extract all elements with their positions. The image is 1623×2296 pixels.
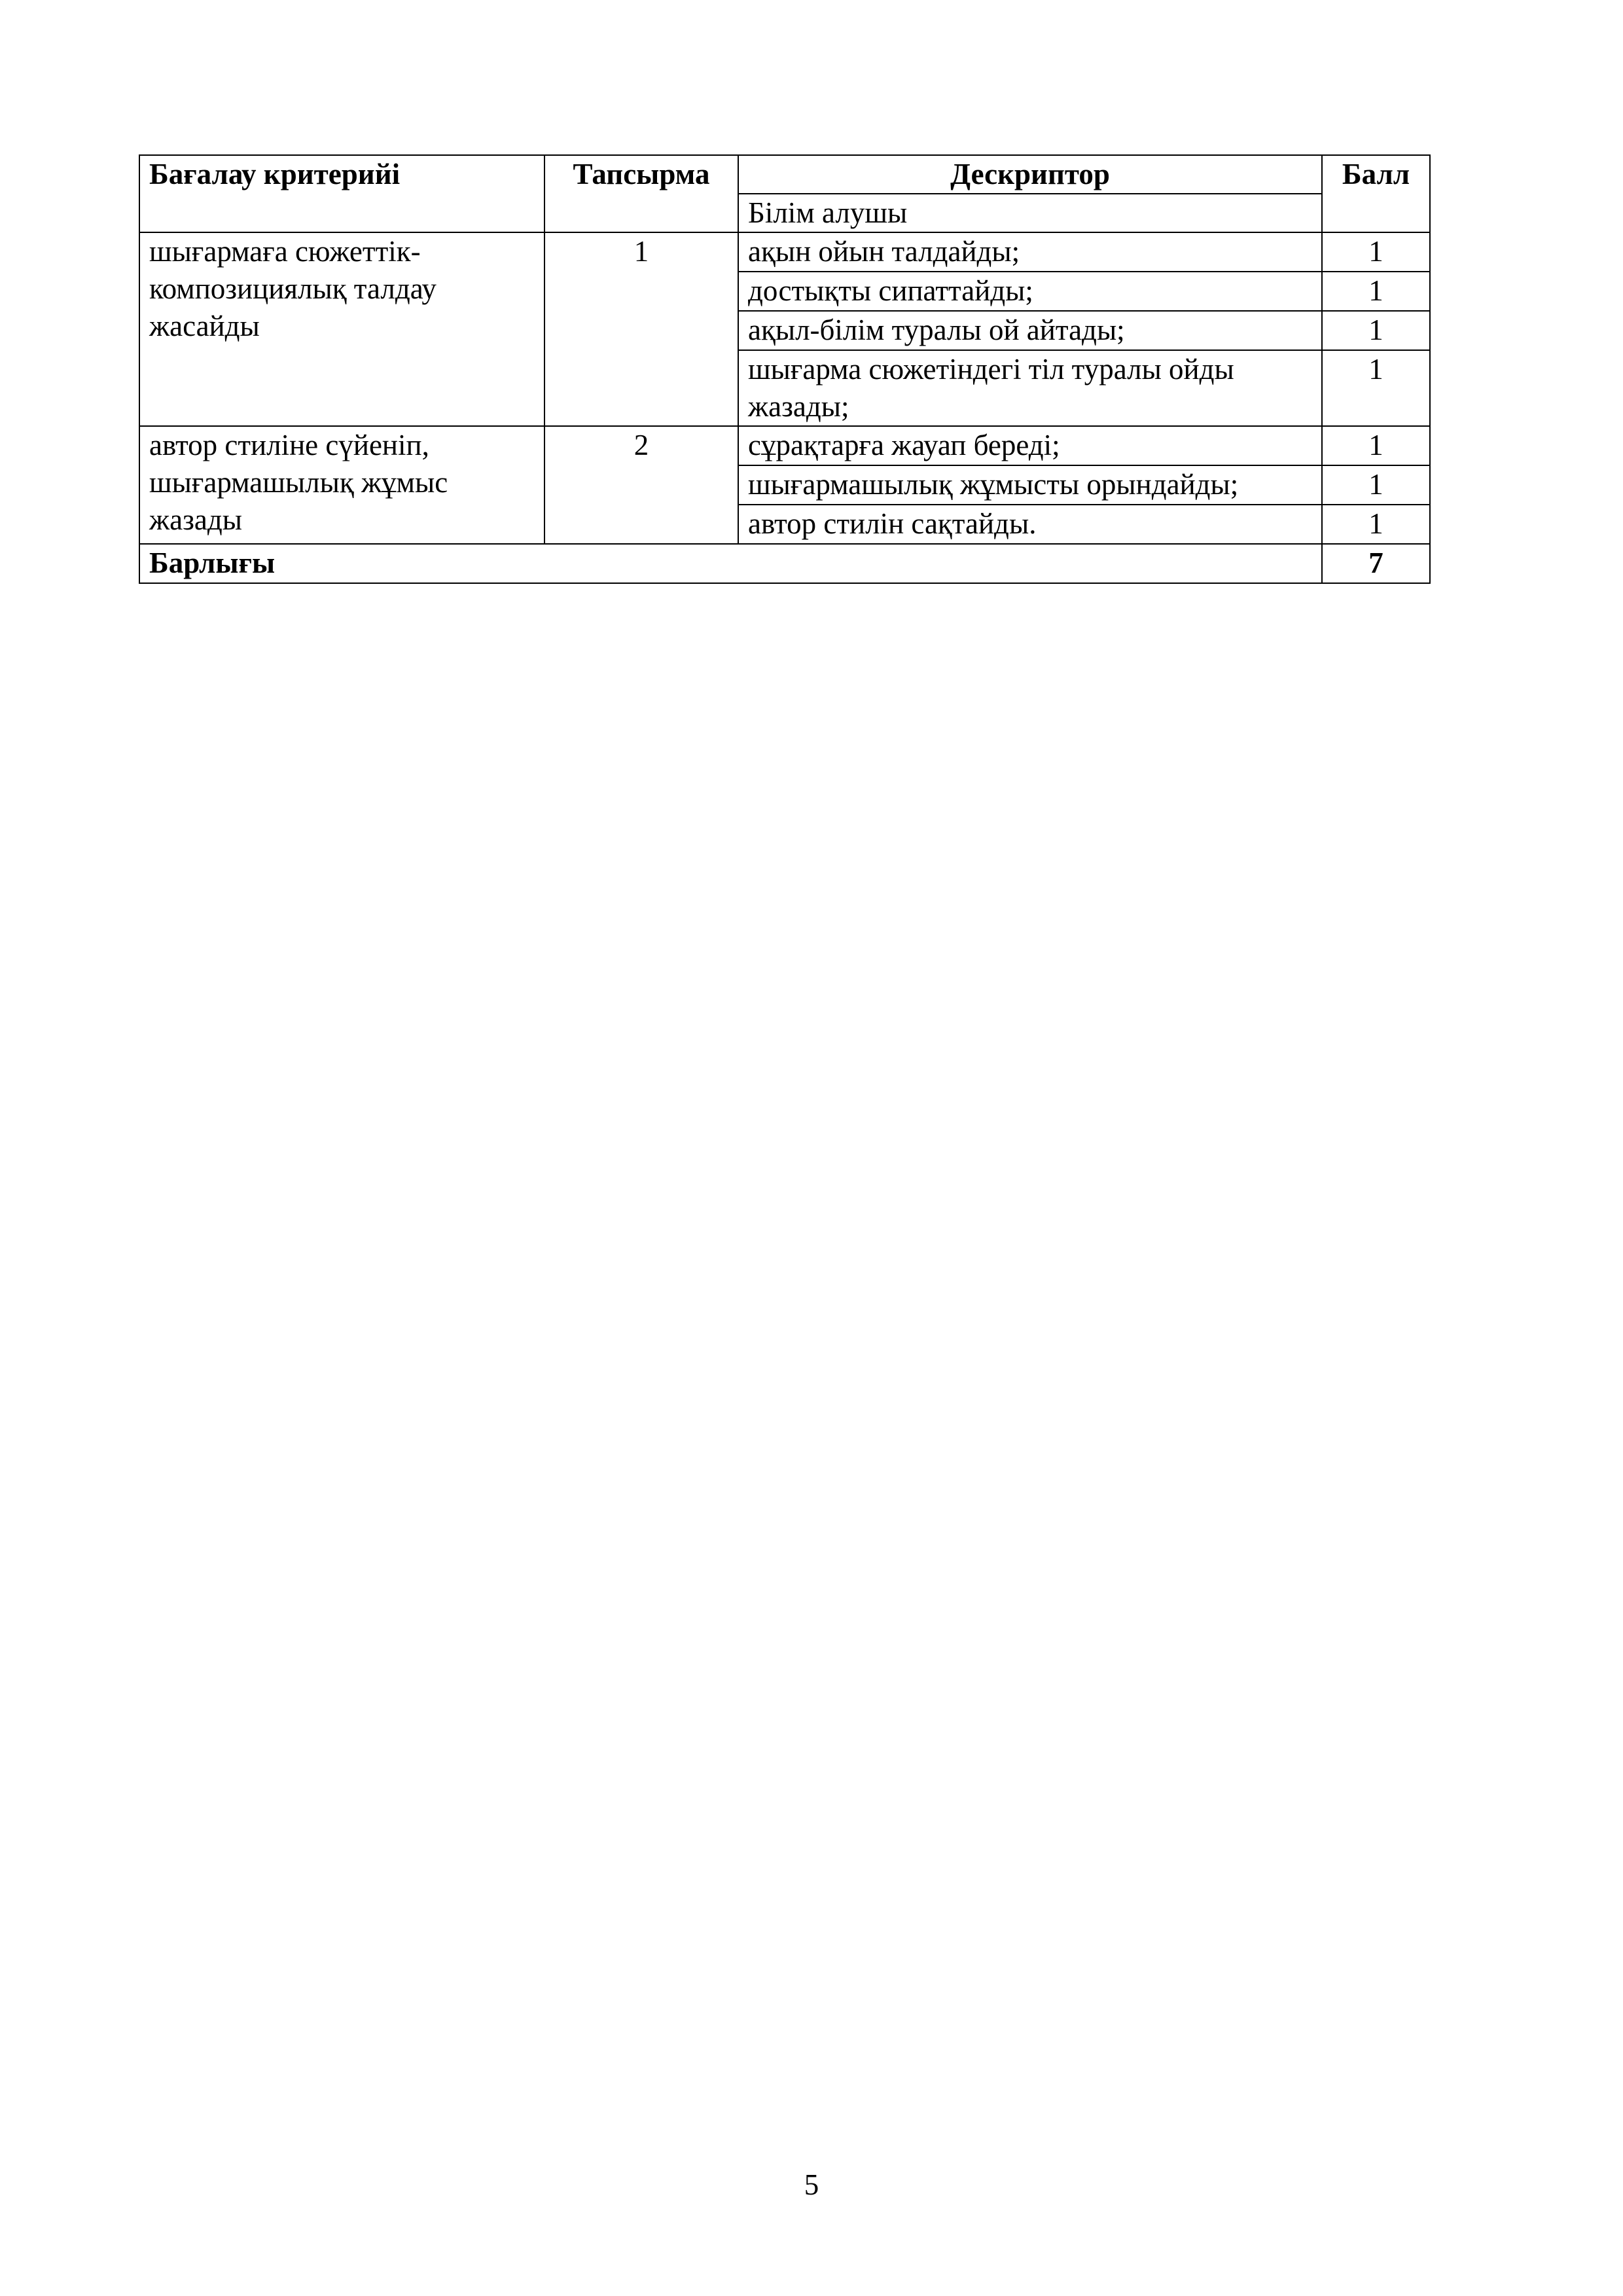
header-row [139, 155, 1430, 194]
table-row [139, 426, 1430, 465]
criterion-cell: автор стиліне сүйеніп, шығармашылық жұмыс жазады [139, 426, 544, 544]
score-cell: 1 [1322, 311, 1430, 350]
score-cell: 1 [1322, 465, 1430, 505]
total-label: Барлығы [139, 544, 1322, 583]
score-cell: 1 [1322, 426, 1430, 465]
score-cell: 1 [1322, 232, 1430, 272]
total-row [139, 544, 1430, 583]
descriptor-subheader: Білім алушы [738, 194, 1322, 232]
score-cell: 1 [1322, 350, 1430, 426]
table-row [139, 232, 1430, 272]
descriptor-cell: достықты сипаттайды; [738, 272, 1322, 311]
descriptor-cell: ақыл-білім туралы ой айтады; [738, 311, 1322, 350]
header-descriptor: Дескриптор [738, 155, 1322, 194]
descriptor-cell: шығармашылық жұмысты орындайды; [738, 465, 1322, 505]
descriptor-cell: ақын ойын талдайды; [738, 232, 1322, 272]
header-criterion: Бағалау критерийі [139, 155, 544, 232]
score-cell: 1 [1322, 505, 1430, 544]
header-task: Тапсырма [544, 155, 738, 232]
criterion-cell: шығармаға сюжеттік-композициялық талдау жасайды [139, 232, 544, 426]
assessment-rubric-table [139, 154, 1431, 584]
page-number: 5 [804, 2168, 819, 2201]
descriptor-cell: сұрақтарға жауап береді; [738, 426, 1322, 465]
descriptor-cell: шығарма сюжетіндегі тіл туралы ойды жазады; [738, 350, 1322, 426]
total-score: 7 [1322, 544, 1430, 583]
descriptor-cell: автор стилін сақтайды. [738, 505, 1322, 544]
score-cell: 1 [1322, 272, 1430, 311]
task-number-cell: 1 [544, 232, 738, 426]
header-score: Балл [1322, 155, 1430, 232]
task-number-cell: 2 [544, 426, 738, 544]
